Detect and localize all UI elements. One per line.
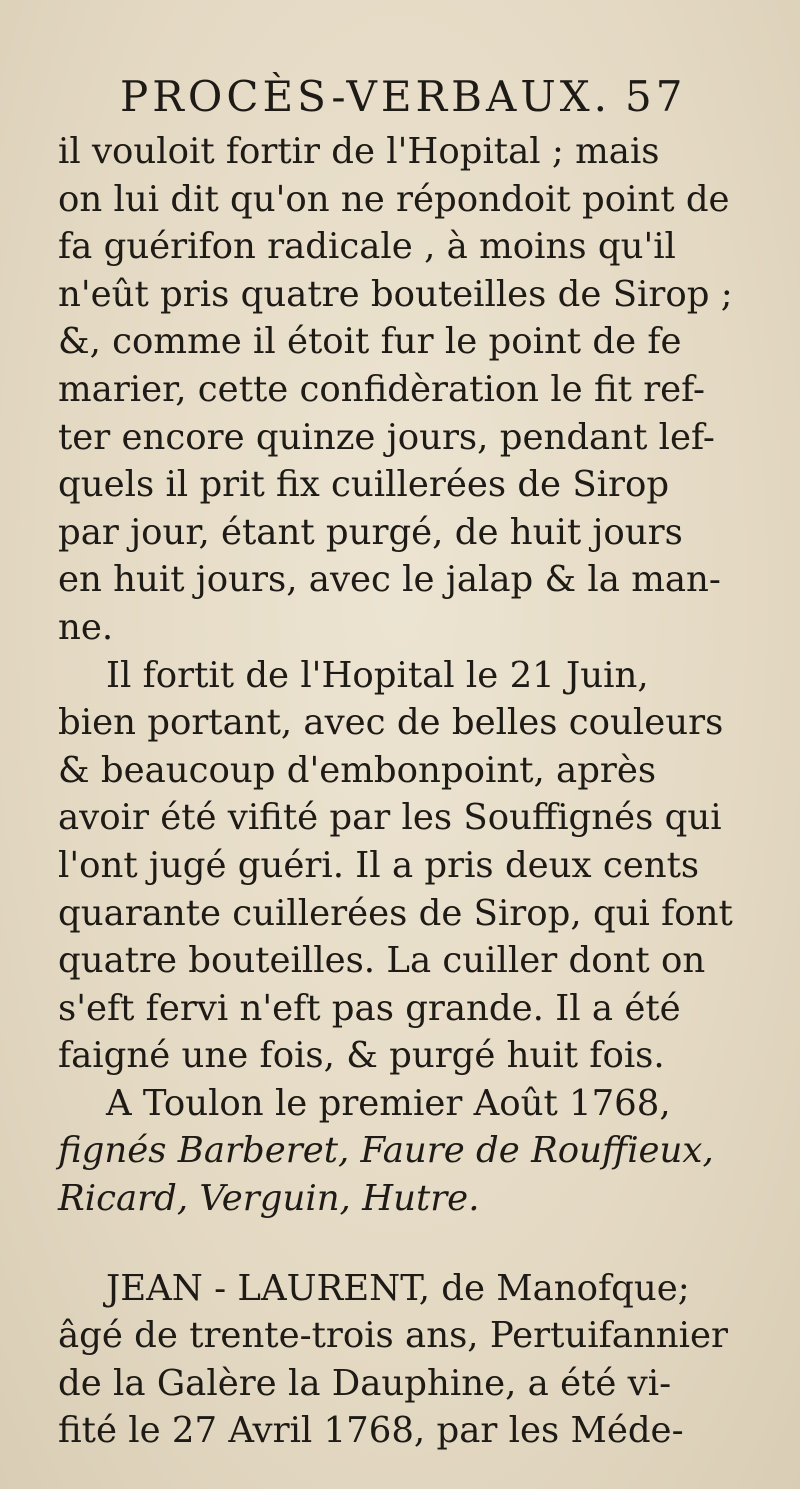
text-line: & beaucoup d'embonpoint, après [58,749,657,791]
text-line: ne. [58,606,114,648]
paragraph-start-line: Il fortit de l'Hopital le 21 Juin, [106,654,649,696]
text-line: s'eft fervi n'eft pas grande. Il a été [58,987,681,1029]
text-line: &, comme il étoit fur le point de fe [58,321,682,363]
text-line: âgé de trente-trois ans, Pertuifannier [58,1315,728,1357]
text-line: n'eût pris quatre bouteilles de Sirop ; [58,273,733,315]
text-line: fité le 27 Avril 1768, par les Méde- [58,1410,684,1452]
text-line: quarante cuillerées de Sirop, qui font [58,892,733,934]
page-header [120,72,720,121]
signatories-line: Ricard, Verguin, Hutre. [58,1178,480,1220]
page-number: 57 [625,72,687,121]
text-line: avoir été vifité par les Souffignés qui [58,797,722,839]
text-line: on lui dit qu'on ne répondoit point de [58,178,730,220]
section-heading-line: JEAN - LAURENT, de Manofque; [106,1267,690,1309]
text-line: il vouloit fortir de l'Hopital ; mais [58,131,660,172]
text-line: quels il prit fix cuillerées de Sirop [58,464,670,506]
running-head: PROCÈS-VERBAUX. [120,72,612,121]
signatories-line: fignés Barberet, Faure de Rouffieux, [58,1130,714,1172]
text-line: bien portant, avec de belles couleurs [58,702,724,744]
text-line: quatre bouteilles. La cuiller dont on [58,940,706,982]
paragraph-start-line: A Toulon le premier Août 1768, [106,1082,671,1124]
text-line: en huit jours, avec le jalap & la man- [58,559,721,601]
text-line: l'ont jugé guéri. Il a pris deux cents [58,844,700,886]
text-line: par jour, étant purgé, de huit jours [58,511,683,553]
text-line: marier, cette confidèration le fit ref- [58,368,706,410]
section-gap [58,1223,758,1265]
text-line: ter encore quinze jours, pendant lef- [58,416,715,458]
body-text [58,128,758,1455]
text-line: fa guérifon radicale , à moins qu'il [58,226,676,268]
text-line: de la Galère la Dauphine, a été vi- [58,1362,672,1404]
text-line: faigné une fois, & purgé huit fois. [58,1035,665,1077]
